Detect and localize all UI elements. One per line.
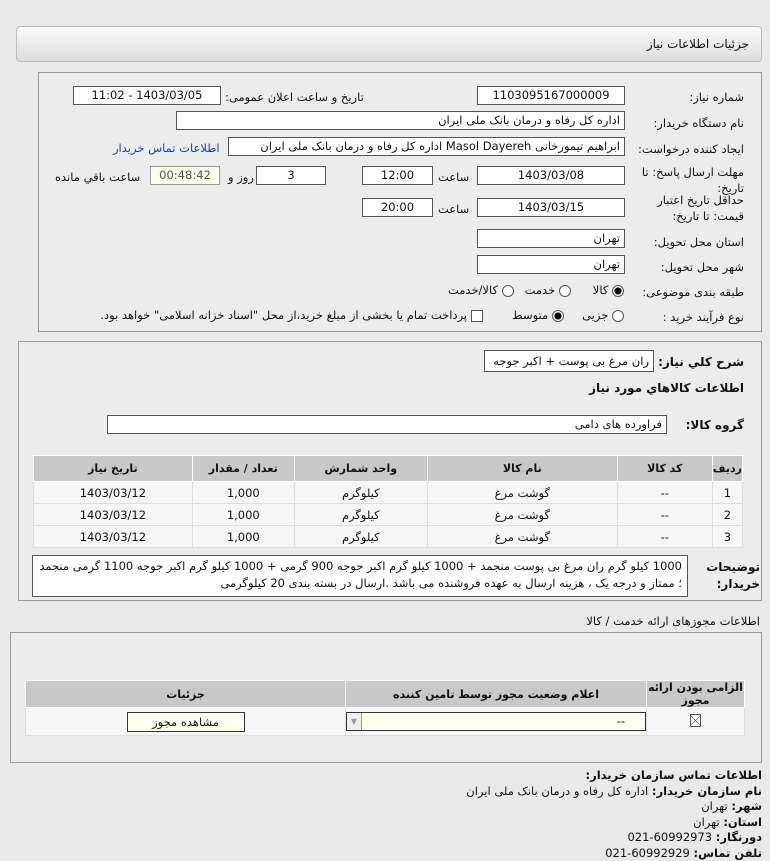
- buyer-org-field: اداره کل رفاه و درمان بانک ملی ایران: [176, 111, 625, 130]
- contact-org-label: نام سازمان خریدار:: [651, 783, 762, 798]
- contact-phone: 60992929-021: [605, 845, 690, 860]
- category-label: طبقه بندی موضوعی:: [642, 285, 744, 299]
- province-field: تهران: [477, 229, 625, 248]
- buyer-contact-info: [466, 768, 762, 861]
- goods-section-title: اطلاعات کالاهاي مورد نیاز: [589, 381, 744, 395]
- table-row: [34, 482, 743, 504]
- col-permit-details: جزئیات: [26, 681, 346, 708]
- cell-name: گوشت مرغ: [427, 482, 617, 504]
- cell-code: --: [617, 504, 712, 526]
- category-radio-service[interactable]: [559, 285, 571, 297]
- validity-time-label: ساعت: [438, 202, 470, 216]
- validity-date-field: 1403/03/15: [477, 198, 625, 217]
- view-permit-button[interactable]: مشاهده مجوز: [127, 712, 245, 732]
- permit-status-select[interactable]: [346, 712, 646, 731]
- cell-qty: 1,000: [192, 526, 294, 548]
- summary-field: ران مرغ بی پوست + اکبر جوجه: [484, 350, 654, 372]
- required-checkbox-icon: [690, 714, 701, 727]
- category-radio-both[interactable]: [502, 285, 514, 297]
- buyer-contact-link[interactable]: اطلاعات تماس خریدار: [113, 141, 220, 155]
- contact-city-label: شهر:: [731, 799, 762, 813]
- process-label: نوع فرآیند خرید :: [662, 310, 744, 324]
- cell-unit: کیلوگرم: [294, 504, 427, 526]
- creator-label: ایجاد کننده درخواست:: [638, 142, 744, 156]
- category-service-label: خدمت: [524, 283, 556, 297]
- cell-code: --: [617, 482, 712, 504]
- remaining-label: ساعت باقي مانده: [55, 170, 141, 184]
- contact-province: تهران: [693, 814, 720, 829]
- province-label: استان محل تحویل:: [653, 235, 744, 249]
- col-code: کد کالا: [617, 456, 712, 482]
- goods-group-field: فراورده های دامی: [107, 415, 667, 434]
- permit-status-value: --: [616, 714, 625, 728]
- cell-qty: 1,000: [192, 504, 294, 526]
- buyer-notes-label: توضیحات خریدار:: [706, 560, 760, 591]
- category-radio-goods[interactable]: [612, 285, 624, 297]
- category-options: [448, 283, 624, 297]
- contact-fax: 60992973-021: [627, 830, 713, 844]
- process-medium-label: متوسط: [512, 308, 549, 322]
- col-permit-status: اعلام وضعیت مجوز توسط تامین کننده: [346, 681, 647, 708]
- validity-time-field: 20:00: [362, 198, 433, 217]
- cell-row: 1: [712, 482, 742, 504]
- col-permit-required: الزامی بودن ارائه مجوز: [648, 681, 743, 707]
- contact-phone-label: تلفن تماس:: [693, 845, 762, 860]
- cell-code: --: [617, 526, 712, 548]
- goods-group-label: گروه کالا:: [685, 418, 744, 432]
- category-both-label: کالا/خدمت: [447, 283, 498, 297]
- treasury-payment-checkbox[interactable]: [471, 310, 483, 322]
- deadline-date-field: 1403/03/08: [477, 166, 625, 185]
- cell-qty: 1,000: [192, 482, 294, 504]
- category-goods-label: کالا: [592, 283, 609, 297]
- chevron-down-icon: ▼: [347, 713, 362, 730]
- col-unit: واحد شمارش: [294, 456, 427, 482]
- cell-unit: کیلوگرم: [294, 482, 427, 504]
- need-number-field: 1103095167000009: [477, 86, 625, 105]
- cell-date: 1403/03/12: [34, 504, 193, 526]
- permits-title: اطلاعات مجوزهای ارائه خدمت / کالا: [586, 614, 760, 628]
- need-number-label: شماره نیاز:: [689, 90, 744, 104]
- process-radio-medium[interactable]: [552, 310, 564, 322]
- remaining-time-field: 00:48:42: [150, 166, 220, 185]
- cell-date: 1403/03/12: [34, 482, 193, 504]
- days-field: 3: [256, 166, 326, 185]
- cell-unit: کیلوگرم: [294, 526, 427, 548]
- contact-title: اطلاعات تماس سازمان خریدار:: [585, 768, 762, 782]
- creator-field: ابراهیم تیمورخانی Masol Dayereh اداره کل رفاه و درمان بانک ملی ایران: [228, 137, 625, 156]
- cell-row: 3: [712, 526, 742, 548]
- table-row: [34, 526, 743, 548]
- validity-label: حداقل تاریخ اعتبار قیمت: تا تاریخ:: [657, 193, 744, 223]
- table-row: [34, 504, 743, 526]
- contact-province-label: استان:: [723, 814, 762, 829]
- contact-city: تهران: [701, 799, 728, 813]
- col-name: نام کالا: [427, 456, 617, 482]
- buyer-org-label: نام دستگاه خریدار:: [653, 116, 744, 130]
- city-field: تهران: [477, 255, 625, 274]
- deadline-time-field: 12:00: [362, 166, 433, 185]
- page-header: [16, 26, 762, 62]
- cell-date: 1403/03/12: [34, 526, 193, 548]
- summary-label: شرح کلي نیاز:: [658, 355, 744, 369]
- col-date: تاریخ نیاز: [34, 456, 193, 482]
- contact-org: اداره کل رفاه و درمان بانک ملی ایران: [466, 783, 649, 798]
- process-radio-minor[interactable]: [612, 310, 624, 322]
- col-qty: تعداد / مقدار: [192, 456, 294, 482]
- process-options: [100, 308, 624, 322]
- page-title: جزئیات اطلاعات نیاز: [646, 37, 749, 51]
- goods-table: [33, 455, 743, 548]
- permit-row: [26, 708, 745, 736]
- announce-label: تاریخ و ساعت اعلان عمومی:: [225, 90, 364, 104]
- buyer-notes-field: 1000 کیلو گرم ران مرغ بی پوست منجمد + 1000 کیلو گرم اکبر جوجه 900 گرمی + 1000 کیلو گرم اکبر جوجه 1100 گرمی منجمد ؛ ممتاز و درجه یک ، هزینه ارسال به عهده فروشنده می باشد .ارسال در بسته بندی 20 کیلوگرمی: [32, 555, 688, 597]
- days-label: روز و: [228, 170, 254, 184]
- contact-fax-label: دورنگار:: [715, 830, 762, 844]
- deadline-label: مهلت ارسال پاسخ: تا تاریخ:: [641, 165, 744, 195]
- treasury-payment-label: پرداخت تمام یا بخشی از مبلغ خرید،از محل "اسناد خزانه اسلامی" خواهد بود.: [100, 308, 468, 322]
- col-row: ردیف: [712, 456, 742, 482]
- cell-name: گوشت مرغ: [427, 504, 617, 526]
- cell-row: 2: [712, 504, 742, 526]
- deadline-time-label: ساعت: [438, 170, 470, 184]
- permits-table: [25, 680, 745, 736]
- process-minor-label: جزیی: [582, 308, 609, 322]
- announce-field: 1403/03/05 - 11:02: [73, 86, 221, 105]
- city-label: شهر محل تحویل:: [660, 260, 744, 274]
- cell-name: گوشت مرغ: [427, 526, 617, 548]
